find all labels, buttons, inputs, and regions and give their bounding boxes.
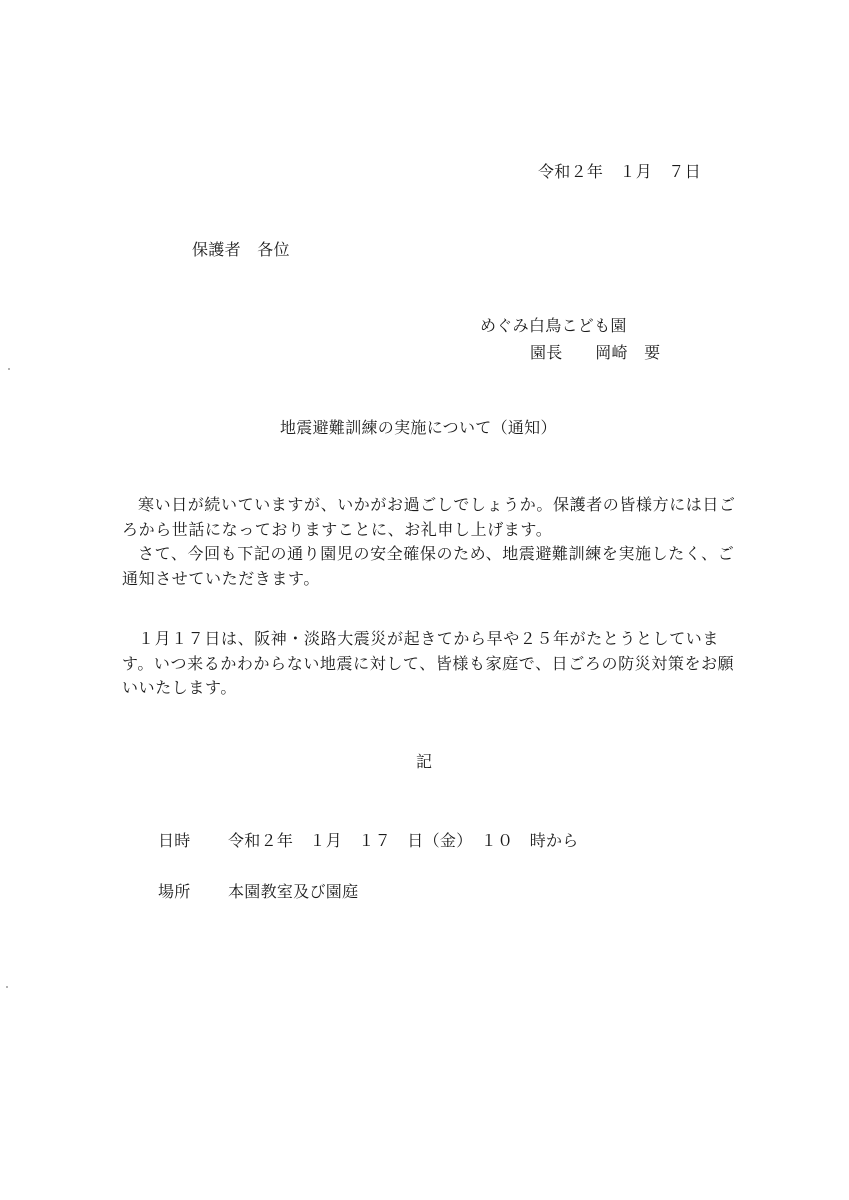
body-notice [122,627,744,701]
place-label: 場所 [158,882,191,901]
datetime-label: 日時 [158,831,191,850]
body-greeting [122,493,744,591]
sender-principal: 園長 岡崎 要 [530,343,661,362]
detail-datetime [158,831,579,851]
document-title: 地震避難訓練の実施について（通知） [280,418,557,437]
recipient: 保護者 各位 [192,240,290,259]
datetime-value: 令和２年 １月 １７ 日（金） １０ 時から [228,831,579,850]
sender-organization: めぐみ白鳥こども園 [480,316,627,335]
body-paragraph-3: １月１７日は、阪神・淡路大震災が起きてから早や２５年がたとうとしています。いつ来るかわからない地震に対して、皆様も家庭で、日ごろの防災対策をお願いいたします。 [122,629,735,697]
place-value: 本園教室及び園庭 [228,882,359,901]
scan-speck [6,986,8,988]
body-paragraph-2: さて、今回も下記の通り園児の安全確保のため、地震避難訓練を実施したく、ご通知させていただきます。 [122,544,735,588]
body-paragraph-1: 寒い日が続いていますが、いかがお過ごしでしょうか。保護者の皆様方には日ごろから世話になっておりますことに、お礼申し上げます。 [122,495,736,539]
ki-heading: 記 [416,752,433,771]
detail-place [158,882,358,902]
issue-date: 令和２年 １月 ７日 [538,162,702,181]
scan-speck [8,368,10,370]
